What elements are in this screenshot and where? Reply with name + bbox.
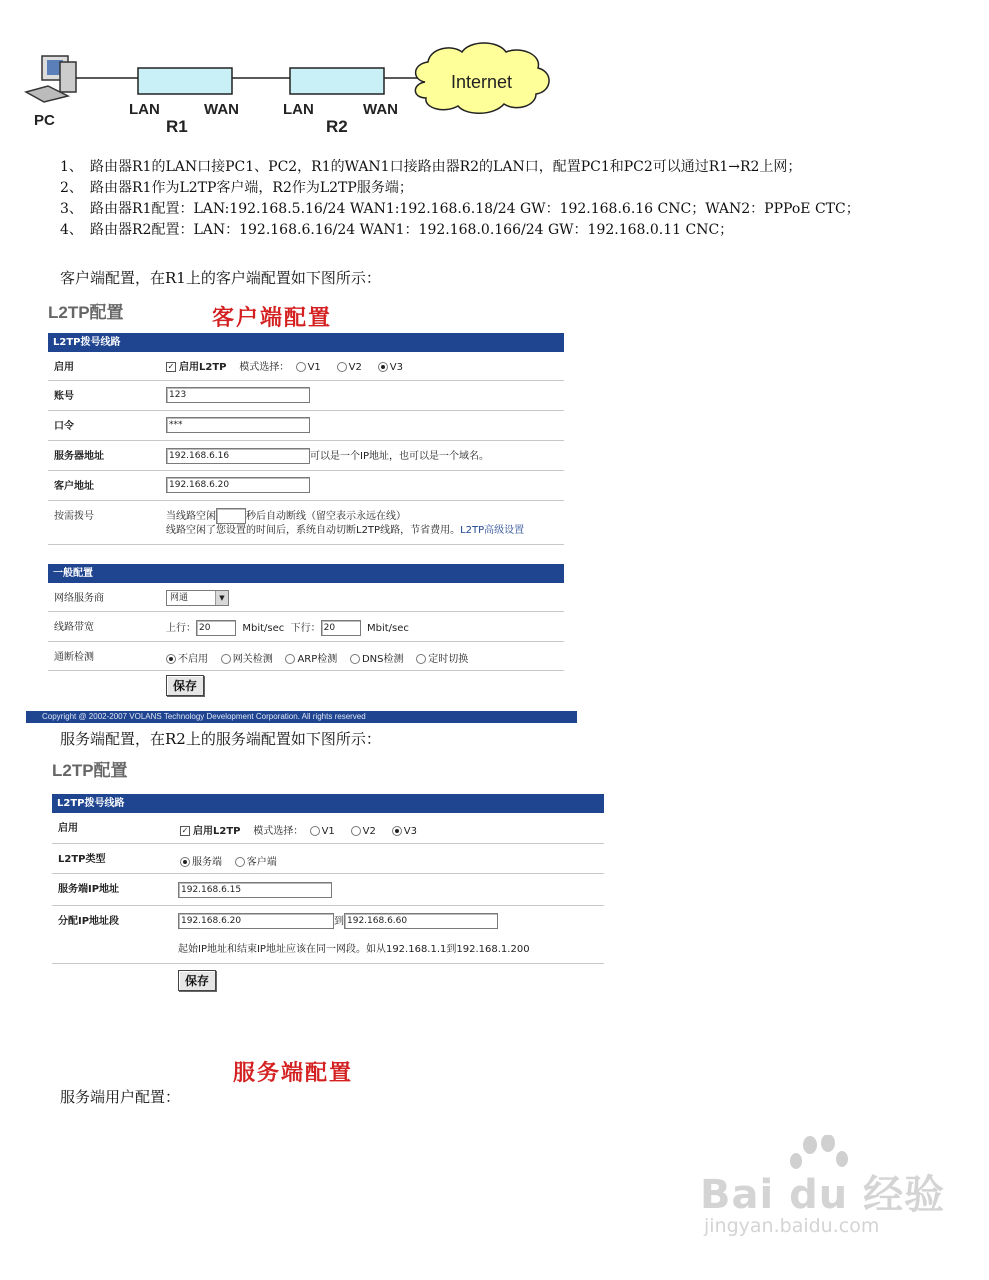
detect-row: 通断检测 不启用 网关检测 ARP检测 DNS检测 定时切换	[48, 642, 564, 671]
mode-v2-radio[interactable]	[337, 362, 347, 372]
server-red-title: 服务端配置	[233, 1060, 354, 1086]
server-ip-input[interactable]: 192.168.6.15	[178, 882, 332, 898]
watermark-url: jingyan.baidu.com	[704, 1215, 880, 1237]
step-4: 4、 路由器R2配置：LAN：192.168.6.16/24 WAN1：192.168.0.166/24 GW：192.168.0.11 CNC；	[60, 222, 734, 238]
copyright-bar: Copyright @ 2002-2007 VOLANS Technology Development Corporation. All rights reserved	[26, 711, 577, 723]
server-range-row: 分配IP地址段 192.168.6.20 到 192.168.6.60 起始IP地址和结束IP地址应该在同一网段。如从192.168.1.1到192.168.1.200	[52, 906, 604, 964]
watermark-brand: Bai du 经验	[700, 1172, 946, 1218]
idle-seconds-input[interactable]	[216, 508, 246, 524]
step-1: 1、 路由器R1的LAN口接PC1、PC2，R1的WAN1口接路由器R2的LAN口，配置PC1和PC2可以通过R1→R2上网；	[60, 159, 802, 175]
server-mode-v3-radio[interactable]	[392, 826, 402, 836]
client-server-row: 服务器地址 192.168.6.16 可以是一个IP地址，也可以是一个域名。	[48, 441, 564, 471]
server-section-bar: L2TP拨号线路	[52, 794, 604, 813]
r1-lan-label: LAN	[129, 101, 160, 118]
router-r2-box	[290, 68, 384, 94]
enable-l2tp-checkbox[interactable]: ✓	[167, 362, 175, 371]
client-ondemand-row: 按需拨号 当线路空闲 秒后自动断线（留空表示永远在线） 线路空闲了您设置的时间后，系统自动切断L2TP线路，节省费用。L2TP高级设置	[48, 501, 564, 545]
isp-select[interactable]: 网通 ▼	[166, 590, 229, 606]
password-input[interactable]: ***	[166, 417, 310, 433]
detect-gateway-radio[interactable]	[221, 654, 231, 664]
server-address-input[interactable]: 192.168.6.16	[166, 448, 310, 464]
r2-lan-label: LAN	[283, 101, 314, 118]
detect-timer-radio[interactable]	[416, 654, 426, 664]
upload-input[interactable]: 20	[196, 620, 236, 636]
client-password-row: 口令 ***	[48, 411, 564, 441]
client-save-button[interactable]: 保存	[166, 675, 204, 696]
client-enable-row: 启用 ✓ 启用L2TP 模式选择： V1 V2 V3	[48, 352, 564, 381]
detect-arp-radio[interactable]	[285, 654, 295, 664]
bandwidth-row: 线路带宽 上行： 20 Mbit/sec 下行： 20 Mbit/sec	[48, 612, 564, 642]
client-account-row: 账号 123	[48, 381, 564, 411]
mode-v1-radio[interactable]	[296, 362, 306, 372]
type-server-radio[interactable]	[180, 857, 190, 867]
account-input[interactable]: 123	[166, 387, 310, 403]
server-save-button[interactable]: 保存	[178, 970, 216, 991]
router-r1-box	[138, 68, 232, 94]
client-section2-bar: 一般配置	[48, 564, 564, 583]
detect-off-radio[interactable]	[166, 654, 176, 664]
step-3: 3、 路由器R1配置：LAN:192.168.5.16/24 WAN1:192.168.6.18/24 GW：192.168.6.16 CNC；WAN2：PPPoE CTC；	[60, 201, 860, 217]
server-l2tp-panel	[52, 794, 604, 964]
client-intro: 客户端配置，在R1上的客户端配置如下图所示：	[60, 269, 381, 287]
r2-wan-label: WAN	[363, 101, 398, 118]
range-start-input[interactable]: 192.168.6.20	[178, 913, 334, 929]
detect-dns-radio[interactable]	[350, 654, 360, 664]
server-enable-l2tp-checkbox[interactable]: ✓	[181, 826, 189, 835]
server-ip-row: 服务端IP地址 192.168.6.15	[52, 874, 604, 906]
client-address-row: 客户地址 192.168.6.20	[48, 471, 564, 501]
l2tp-advanced-link[interactable]: L2TP高级设置	[460, 525, 525, 536]
client-section1-bar: L2TP拨号线路	[48, 333, 564, 352]
server-intro: 服务端配置，在R2上的服务端配置如下图所示：	[60, 730, 381, 748]
client-address-input[interactable]: 192.168.6.20	[166, 477, 310, 493]
download-input[interactable]: 20	[321, 620, 361, 636]
range-end-input[interactable]: 192.168.6.60	[344, 913, 498, 929]
mode-v3-radio[interactable]	[378, 362, 388, 372]
r1-wan-label: WAN	[204, 101, 239, 118]
client-general-panel	[48, 564, 564, 671]
server-type-row: L2TP类型 服务端 客户端	[52, 844, 604, 874]
step-2: 2、 路由器R1作为L2TP客户端，R2作为L2TP服务端；	[60, 180, 413, 196]
baidu-jingyan-watermark	[700, 1135, 946, 1245]
dropdown-arrow-icon: ▼	[215, 591, 228, 605]
server-form-heading: L2TP配置	[52, 761, 128, 780]
internet-label: Internet	[451, 72, 513, 92]
client-l2tp-panel	[48, 333, 564, 545]
pc-computer-icon	[26, 56, 76, 102]
isp-row: 网络服务商 网通 ▼	[48, 583, 564, 612]
client-red-title: 客户端配置	[212, 305, 333, 331]
server-enable-row: 启用 ✓ 启用L2TP 模式选择： V1 V2 V3	[52, 813, 604, 844]
client-form-heading: L2TP配置	[48, 303, 124, 322]
type-client-radio[interactable]	[235, 857, 245, 867]
server-mode-v1-radio[interactable]	[310, 826, 320, 836]
r1-label: R1	[166, 117, 188, 136]
pc-label: PC	[34, 112, 55, 129]
r2-label: R2	[326, 117, 348, 136]
server-users-intro: 服务端用户配置：	[60, 1088, 181, 1106]
server-mode-v2-radio[interactable]	[351, 826, 361, 836]
